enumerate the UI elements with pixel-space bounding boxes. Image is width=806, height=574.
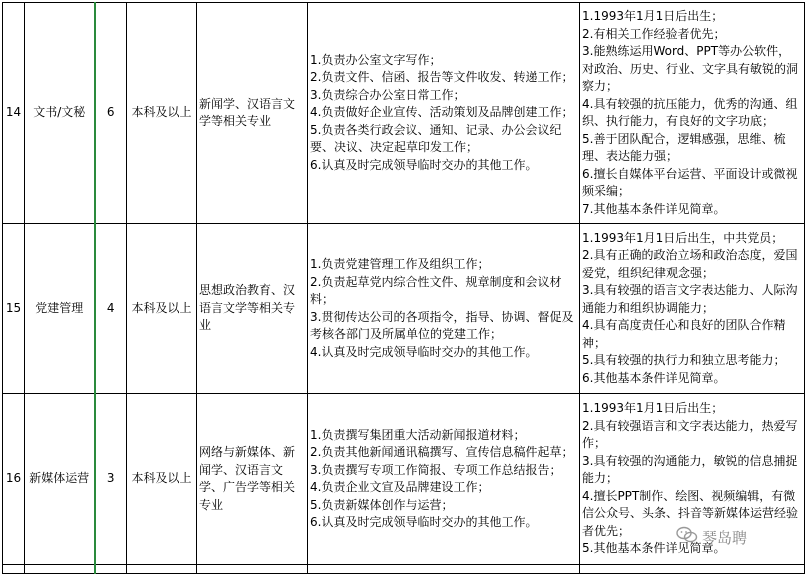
major-requirement: 新闻学、汉语言文学等相关专业 (197, 3, 308, 224)
position-name: 新媒体运营 (25, 394, 95, 565)
list-item: 3.负责综合办公室日常工作； (310, 87, 466, 102)
wechat-icon (676, 526, 698, 548)
list-item: 3.能熟练运用Word、PPT等办公软件，对政治、历史、行业、文字具有敏锐的洞察力； (582, 44, 799, 93)
list-item: 4.认真及时完成领导临时交办的其他工作。 (310, 344, 538, 359)
job-duties (308, 3, 580, 224)
list-item: 1.负责党建管理工作及组织工作； (310, 257, 490, 271)
table-row-partial (3, 565, 805, 574)
major-requirement: 思想政治教育、汉语言文学等相关专业 (197, 224, 308, 394)
list-item: 6.擅长自媒体平台运营、平面设计或微视频采编； (582, 166, 798, 198)
job-requirements (580, 224, 805, 394)
list-item: 4.擅长PPT制作、绘图、视频编辑，有微信公众号、头条、抖音等新媒体运营经验者优先； (582, 488, 799, 538)
list-item: 3.负责撰写专项工作简报、专项工作总结报告； (310, 462, 562, 477)
row-number: 15 (3, 224, 25, 394)
list-item: 6.认真及时完成领导临时交办的其他工作。 (310, 157, 538, 172)
major-requirement: 网络与新媒体、新闻学、汉语言文学、广告学等相关专业 (197, 394, 308, 565)
list-item: 3.具有较强的沟通能力，敏锐的信息捕捉能力； (582, 453, 798, 486)
table-row (3, 3, 805, 224)
list-item: 4.负责做好企业宣传、活动策划及品牌创建工作； (310, 105, 574, 120)
list-item: 2.具有较强语言和文字表达能力，热爱写作； (582, 418, 798, 451)
list-item: 3.具有较强的语言文字表达能力、人际沟通能力和组织协调能力； (582, 283, 798, 315)
position-name: 文书/文秘 (25, 3, 95, 224)
list-item: 5.负责新媒体创作与运营； (310, 497, 454, 512)
table-row (3, 224, 805, 394)
list-item: 4.具有较强的抗压能力，优秀的沟通、组织、执行能力，有良好的文字功底； (582, 96, 798, 128)
hiring-count: 3 (95, 394, 127, 565)
list-item: 1.1993年1月1日后出生； (582, 401, 724, 416)
list-item: 3.贯彻传达公司的各项指令，指导、协调、督促及考核各部门及所属单位的党建工作； (310, 309, 574, 341)
position-name: 党建管理 (25, 224, 95, 394)
list-item: 1.1993年1月1日后出生，中共党员； (582, 230, 784, 245)
job-requirements (580, 3, 805, 224)
list-item: 5.具有较强的执行力和独立思考能力； (582, 353, 786, 368)
list-item: 5.负责各类行政会议、通知、记录、办公会议纪要、决议、决定起草印发工作； (310, 122, 562, 155)
list-item: 2.负责其他新闻通讯稿撰写、宣传信息稿件起草； (310, 445, 574, 459)
row-number: 16 (3, 394, 25, 565)
list-item: 5.其他基本条件详见简章。 (582, 541, 726, 556)
watermark (676, 526, 747, 548)
list-item: 5.善于团队配合，逻辑感强，思维、梳理、表达能力强； (582, 131, 786, 163)
row-number: 14 (3, 3, 25, 224)
list-item: 4.具有高度责任心和良好的团队合作精神； (582, 318, 786, 350)
list-item: 6.认真及时完成领导临时交办的其他工作。 (310, 515, 538, 529)
hiring-count: 4 (95, 224, 127, 394)
list-item: 1.负责撰写集团重大活动新闻报道材料； (310, 427, 526, 442)
list-item: 2.具有正确的政治立场和政治态度，爱国爱党，组织纪律观念强； (582, 248, 798, 280)
hiring-count: 6 (95, 3, 127, 224)
list-item: 4.负责企业文宣及品牌建设工作； (310, 480, 490, 494)
list-item: 7.其他基本条件详见简章。 (582, 201, 726, 216)
job-duties (308, 224, 580, 394)
watermark-text: 琴岛聘 (702, 528, 748, 547)
education-requirement: 本科及以上 (127, 224, 197, 394)
job-table (2, 2, 805, 574)
education-requirement: 本科及以上 (127, 394, 197, 565)
list-item: 2.负责起草党内综合性文件、规章制度和会议材料； (310, 274, 562, 306)
list-item: 6.其他基本条件详见简章。 (582, 370, 726, 385)
job-duties (308, 394, 580, 565)
list-item: 2.有相关工作经验者优先； (582, 26, 726, 41)
list-item: 2.负责文件、信函、报告等文件收发、转递工作； (310, 70, 574, 85)
list-item: 1.1993年1月1日后出生； (582, 9, 724, 23)
education-requirement: 本科及以上 (127, 3, 197, 224)
list-item: 1.负责办公室文字写作； (310, 52, 442, 67)
